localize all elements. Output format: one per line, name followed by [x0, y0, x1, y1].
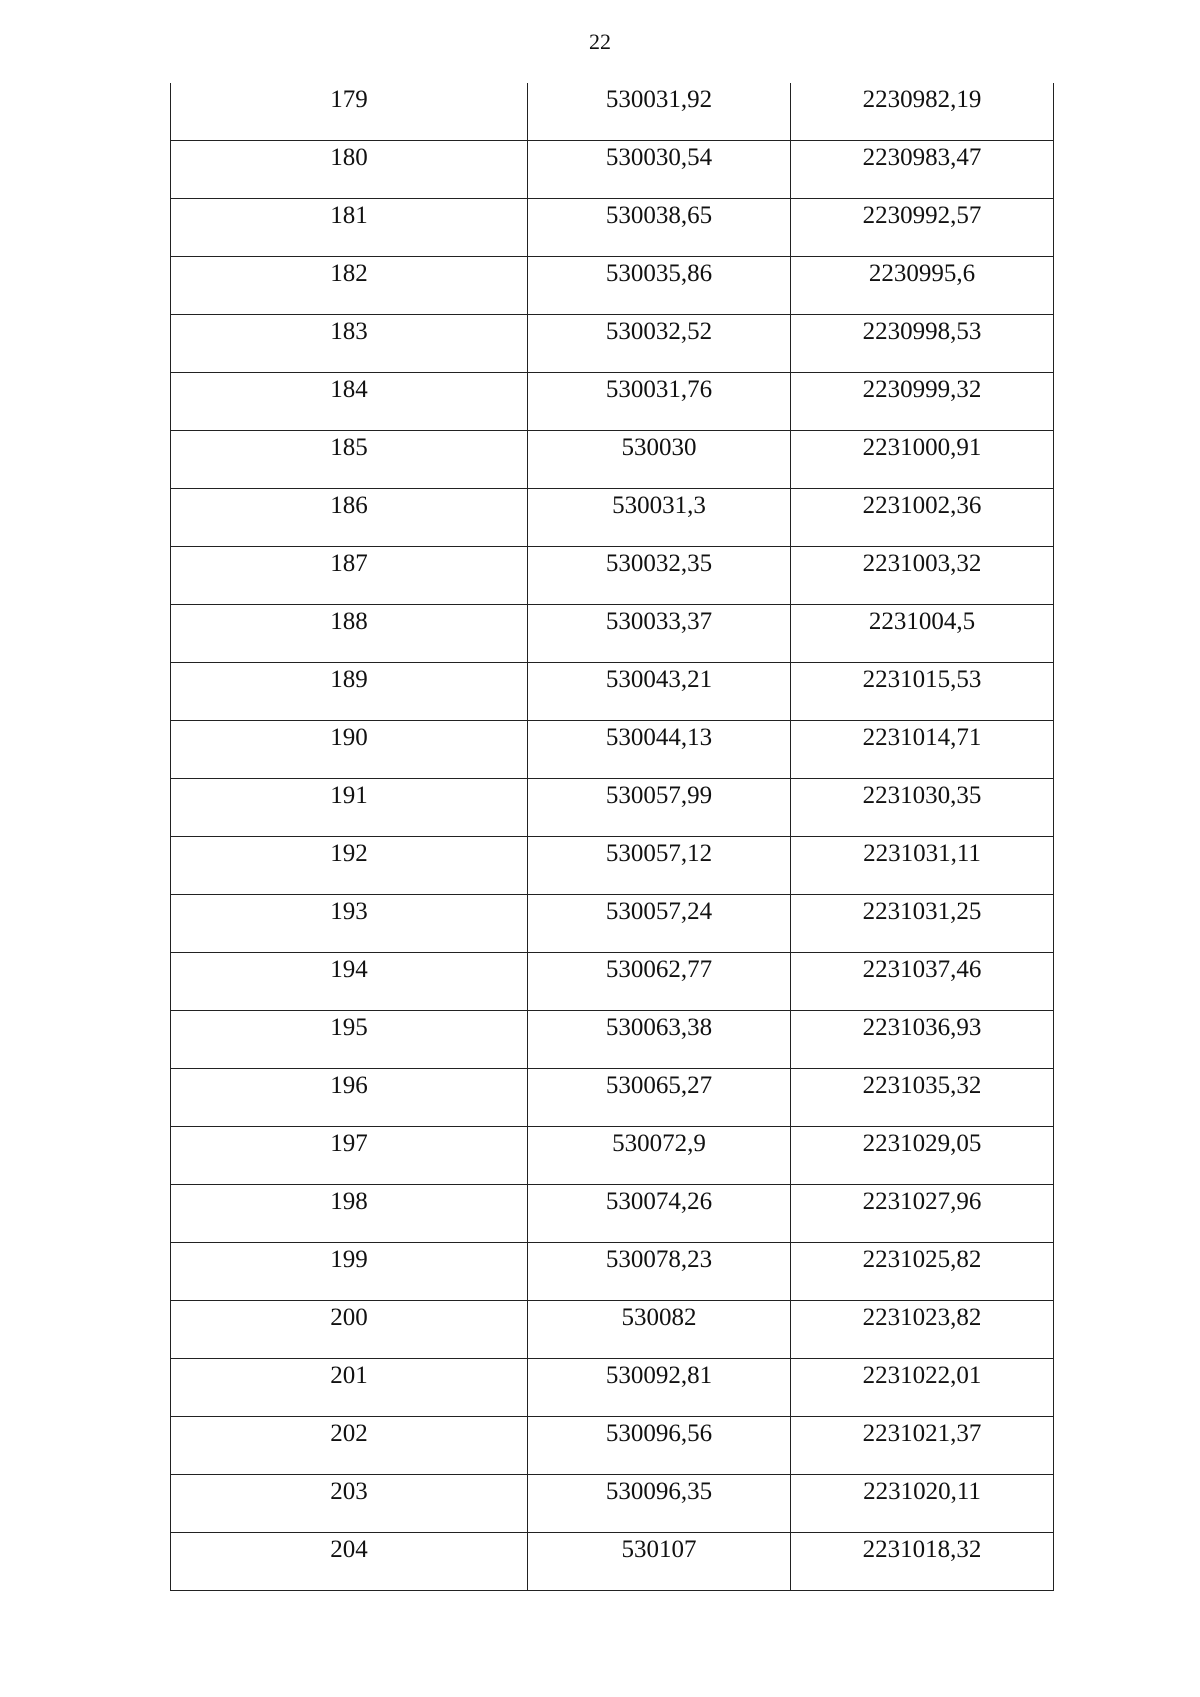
y-coordinate-cell: 2231003,32	[791, 547, 1054, 605]
y-coordinate-cell: 2231002,36	[791, 489, 1054, 547]
y-coordinate-cell: 2231031,25	[791, 895, 1054, 953]
table-row	[171, 1069, 1054, 1127]
point-number-cell: 181	[171, 199, 528, 257]
x-coordinate-cell: 530035,86	[528, 257, 791, 315]
table-row	[171, 895, 1054, 953]
point-number-cell: 192	[171, 837, 528, 895]
y-coordinate-cell: 2231027,96	[791, 1185, 1054, 1243]
point-number-cell: 187	[171, 547, 528, 605]
y-coordinate-cell: 2231020,11	[791, 1475, 1054, 1533]
point-number-cell: 186	[171, 489, 528, 547]
point-number-cell: 180	[171, 141, 528, 199]
y-coordinate-cell: 2230999,32	[791, 373, 1054, 431]
point-number-cell: 185	[171, 431, 528, 489]
table-row	[171, 1127, 1054, 1185]
point-number-cell: 200	[171, 1301, 528, 1359]
table-row	[171, 1011, 1054, 1069]
point-number-cell: 190	[171, 721, 528, 779]
point-number-cell: 203	[171, 1475, 528, 1533]
x-coordinate-cell: 530096,35	[528, 1475, 791, 1533]
point-number-cell: 199	[171, 1243, 528, 1301]
table-row	[171, 1301, 1054, 1359]
x-coordinate-cell: 530044,13	[528, 721, 791, 779]
table-row	[171, 779, 1054, 837]
x-coordinate-cell: 530057,99	[528, 779, 791, 837]
point-number-cell: 197	[171, 1127, 528, 1185]
point-number-cell: 198	[171, 1185, 528, 1243]
y-coordinate-cell: 2230998,53	[791, 315, 1054, 373]
y-coordinate-cell: 2231023,82	[791, 1301, 1054, 1359]
x-coordinate-cell: 530043,21	[528, 663, 791, 721]
table-row	[171, 199, 1054, 257]
y-coordinate-cell: 2230983,47	[791, 141, 1054, 199]
x-coordinate-cell: 530031,92	[528, 83, 791, 141]
point-number-cell: 183	[171, 315, 528, 373]
table-row	[171, 83, 1054, 141]
y-coordinate-cell: 2231035,32	[791, 1069, 1054, 1127]
point-number-cell: 202	[171, 1417, 528, 1475]
table-row	[171, 663, 1054, 721]
table-row	[171, 837, 1054, 895]
table-row	[171, 953, 1054, 1011]
y-coordinate-cell: 2231025,82	[791, 1243, 1054, 1301]
x-coordinate-cell: 530031,76	[528, 373, 791, 431]
x-coordinate-cell: 530078,23	[528, 1243, 791, 1301]
point-number-cell: 201	[171, 1359, 528, 1417]
y-coordinate-cell: 2230992,57	[791, 199, 1054, 257]
x-coordinate-cell: 530065,27	[528, 1069, 791, 1127]
point-number-cell: 179	[171, 83, 528, 141]
y-coordinate-cell: 2231000,91	[791, 431, 1054, 489]
x-coordinate-cell: 530096,56	[528, 1417, 791, 1475]
y-coordinate-cell: 2231021,37	[791, 1417, 1054, 1475]
table-row	[171, 1243, 1054, 1301]
x-coordinate-cell: 530038,65	[528, 199, 791, 257]
y-coordinate-cell: 2231030,35	[791, 779, 1054, 837]
coordinates-table-body	[171, 83, 1054, 1591]
point-number-cell: 184	[171, 373, 528, 431]
x-coordinate-cell: 530063,38	[528, 1011, 791, 1069]
point-number-cell: 195	[171, 1011, 528, 1069]
table-row	[171, 315, 1054, 373]
table-row	[171, 489, 1054, 547]
y-coordinate-cell: 2231029,05	[791, 1127, 1054, 1185]
y-coordinate-cell: 2231014,71	[791, 721, 1054, 779]
y-coordinate-cell: 2231018,32	[791, 1533, 1054, 1591]
x-coordinate-cell: 530074,26	[528, 1185, 791, 1243]
y-coordinate-cell: 2231022,01	[791, 1359, 1054, 1417]
table-row	[171, 547, 1054, 605]
y-coordinate-cell: 2231031,11	[791, 837, 1054, 895]
coordinates-table	[170, 83, 1054, 1591]
x-coordinate-cell: 530082	[528, 1301, 791, 1359]
point-number-cell: 196	[171, 1069, 528, 1127]
y-coordinate-cell: 2231015,53	[791, 663, 1054, 721]
page-number: 22	[589, 29, 611, 54]
x-coordinate-cell: 530072,9	[528, 1127, 791, 1185]
x-coordinate-cell: 530032,52	[528, 315, 791, 373]
y-coordinate-cell: 2231036,93	[791, 1011, 1054, 1069]
table-row	[171, 431, 1054, 489]
x-coordinate-cell: 530092,81	[528, 1359, 791, 1417]
table-row	[171, 1417, 1054, 1475]
point-number-cell: 189	[171, 663, 528, 721]
point-number-cell: 182	[171, 257, 528, 315]
table-row	[171, 373, 1054, 431]
point-number-cell: 204	[171, 1533, 528, 1591]
table-row	[171, 257, 1054, 315]
x-coordinate-cell: 530057,24	[528, 895, 791, 953]
point-number-cell: 188	[171, 605, 528, 663]
x-coordinate-cell: 530057,12	[528, 837, 791, 895]
y-coordinate-cell: 2231037,46	[791, 953, 1054, 1011]
y-coordinate-cell: 2231004,5	[791, 605, 1054, 663]
table-row	[171, 605, 1054, 663]
x-coordinate-cell: 530107	[528, 1533, 791, 1591]
x-coordinate-cell: 530030	[528, 431, 791, 489]
table-row	[171, 1359, 1054, 1417]
point-number-cell: 194	[171, 953, 528, 1011]
table-row	[171, 1475, 1054, 1533]
x-coordinate-cell: 530031,3	[528, 489, 791, 547]
y-coordinate-cell: 2230982,19	[791, 83, 1054, 141]
x-coordinate-cell: 530062,77	[528, 953, 791, 1011]
table-row	[171, 721, 1054, 779]
x-coordinate-cell: 530030,54	[528, 141, 791, 199]
table-row	[171, 141, 1054, 199]
table-row	[171, 1185, 1054, 1243]
point-number-cell: 193	[171, 895, 528, 953]
x-coordinate-cell: 530033,37	[528, 605, 791, 663]
point-number-cell: 191	[171, 779, 528, 837]
y-coordinate-cell: 2230995,6	[791, 257, 1054, 315]
x-coordinate-cell: 530032,35	[528, 547, 791, 605]
table-row	[171, 1533, 1054, 1591]
